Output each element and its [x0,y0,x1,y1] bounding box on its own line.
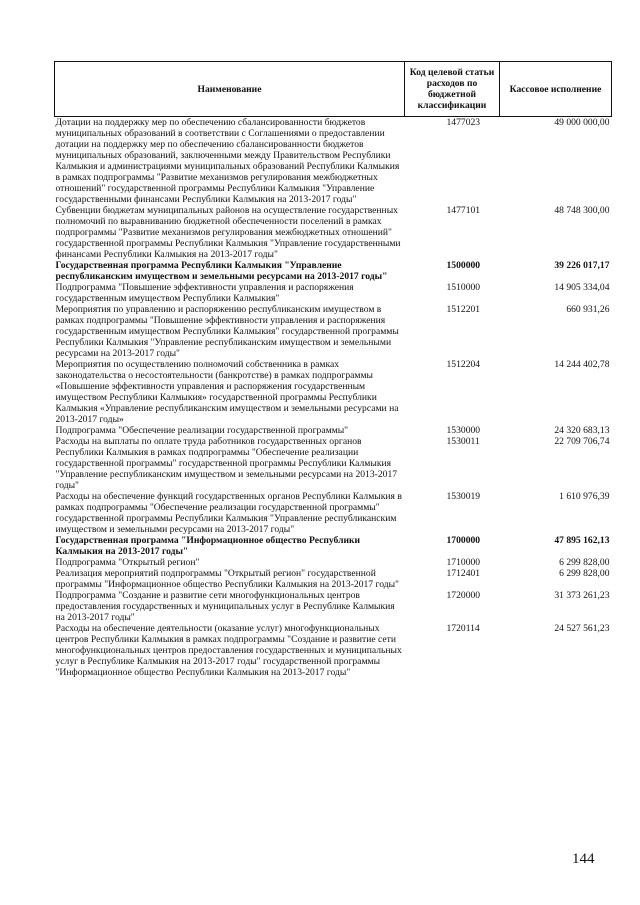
row-code: 1700000 [446,535,481,546]
table-row [55,590,612,623]
row-amount: 1 610 976,39 [559,491,610,502]
header-name: Наименование [55,62,405,117]
row-name: Подпрограмма "Открытый регион" [55,557,200,568]
header-amount: Кассовое исполнение [500,62,612,117]
row-code: 1510000 [446,282,481,293]
table-row [55,282,612,304]
row-code: 1477101 [446,205,481,216]
row-name: Подпрограмма "Обеспечение реализации государственной программы" [55,425,349,436]
row-amount: 48 748 300,00 [554,205,610,216]
row-code: 1712401 [446,568,481,579]
row-amount: 6 299 828,00 [559,568,610,579]
row-code: 1530019 [446,491,481,502]
row-code: 1477023 [446,117,481,128]
row-name: Подпрограмма "Создание и развитие сети многофункциональных центров предоставления государственных и муниципальных услуг в Республике Калмыкия на 2013-2017 годы" [55,590,395,623]
budget-table [54,61,612,678]
row-name: Государственная программа "Информационное общество Республики Калмыкия на 2013-2017 годы" [55,535,361,557]
row-code: 1512204 [446,359,481,370]
row-name: Расходы на обеспечение функций государственных органов Республики Калмыкия в рамках подпрограммы "Обеспечение реализации государственной программы" государственной программы Республики Калмыкия "Управление республиканским имуществом и земельными ресурсами на 2013-2017 годы" [55,491,402,535]
row-amount: 14 244 402,78 [554,359,610,370]
table-row [55,557,612,568]
row-amount: 39 226 017,17 [554,260,610,271]
row-amount: 24 320 683,13 [554,425,610,436]
row-amount: 14 905 334,04 [554,282,610,293]
row-code: 1720114 [446,623,480,634]
header-code: Код целевой статьи расходов по бюджетной классификации [405,62,500,117]
row-amount: 47 895 162,13 [554,535,610,546]
row-name: Реализация мероприятий подпрограммы "Открытый регион" государственной программы "Информационное общество Республики Калмыкия на 2013-2017 годы" [55,568,399,590]
table-row [55,359,612,425]
row-amount: 24 527 561,23 [554,623,610,634]
table-row [55,491,612,535]
table-row [55,535,612,557]
table-row [55,205,612,260]
row-name: Субвенции бюджетам муниципальных районов на осуществление государственных полномочий по выравниванию бюджетной обеспеченности поселений в рамках подпрограммы "Развитие механизмов регулирования межбюджетных отношений" государственной программы Республики Калмыкия "Управление государственными финансами Республики Калмыкия на 2013-2017 годы" [55,205,401,260]
table-row [55,425,612,436]
table-row [55,436,612,491]
row-amount: 6 299 828,00 [559,557,610,568]
row-amount: 660 931,26 [566,304,610,315]
row-name: Дотации на поддержку мер по обеспечению сбалансированности бюджетов муниципальных образований в соответствии с Соглашениями о предоставлении дотации на поддержку мер по обеспечению сбалансированности бюджетов муниципальных образований, заключенными между Правительством Республики Калмыкия и администрациями муниципальных образований Республики Калмыкия в рамках подпрограммы "Развитие механизмов регулирования межбюджетных отношений" государственной программы Республики Калмыкия "Управление государственными финансами Республики Калмыкия на 2013-2017 годы" [55,117,400,205]
row-code: 1720000 [446,590,481,601]
table-row [55,304,612,359]
row-name: Расходы на обеспечение деятельности (оказание услуг) многофункциональных центров Республики Калмыкия в рамках подпрограммы "Создание и развитие сети многофункциональных центров предоставления государственных и муниципальных услуг в Республике Калмыкия на 2013-2017 годы" государственной программы "Информационное общество Республики Калмыкия на 2013-2017 годы" [55,623,402,678]
table-row [55,623,612,678]
row-code: 1530011 [446,436,480,447]
row-amount: 31 373 261,23 [554,590,610,601]
row-amount: 22 709 706,74 [554,436,610,447]
row-amount: 49 000 000,00 [554,117,610,128]
row-name: Расходы на выплаты по оплате труда работников государственных органов Республики Калмыкия в рамках подпрограммы "Обеспечение реализации государственной программы" государственной программы Республики Калмыкия "Управление республиканским имуществом и земельными ресурсами на 2013-2017 годы" [55,436,398,491]
row-code: 1512201 [446,304,481,315]
row-code: 1500000 [446,260,481,271]
row-name: Подпрограмма "Повышение эффективности управления и распоряжения государственным имуществом Республики Калмыкия" [55,282,354,304]
row-name: Мероприятия по управлению и распоряжению республиканским имуществом в рамках подпрограммы "Повышение эффективности управления и распоряжения государственным имуществом Республики Калмыкия" государственной программы Республики Калмыкия "Управление республиканским имуществом и земельными ресурсами на 2013-2017 годы" [55,304,399,359]
row-name: Мероприятия по осуществлению полномочий собственника в рамках законодательства о несостоятельности (банкротстве) в рамках подпрограммы «Повышение эффективности управления и распоряжения государственным имуществом Республики Калмыкия» государственной программы Республики Калмыкия «Управление республиканским имуществом и земельными ресурсами на 2013-2017 годы» [55,359,399,425]
table-row [55,568,612,590]
table-row [55,117,612,206]
page-number: 144 [572,851,595,867]
table-row [55,260,612,282]
table-header-row [55,62,612,117]
row-name: Государственная программа Республики Калмыкия "Управление республиканским имуществом и земельными ресурсами на 2013-2017 годы" [55,260,388,282]
row-code: 1530000 [446,425,481,436]
row-code: 1710000 [446,557,481,568]
